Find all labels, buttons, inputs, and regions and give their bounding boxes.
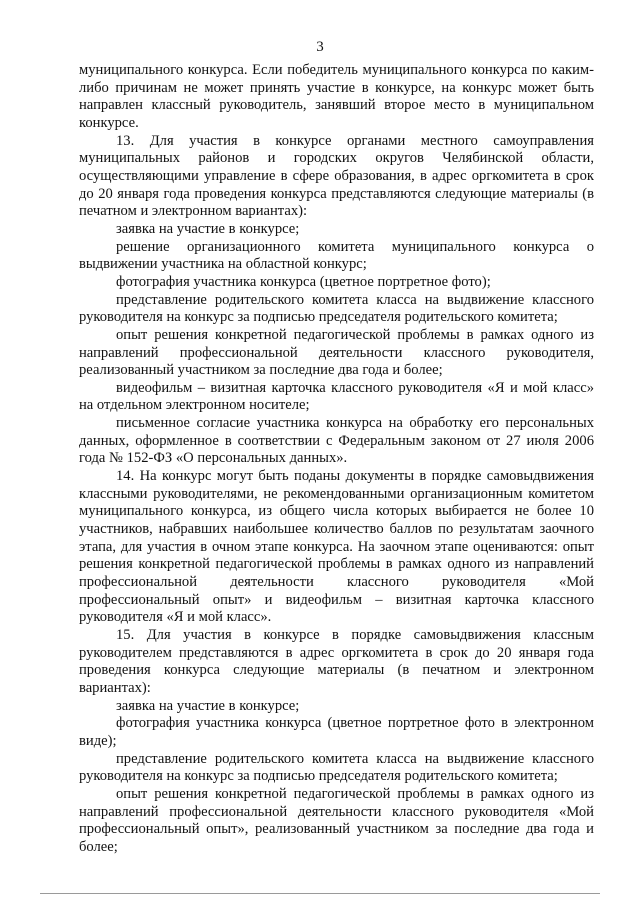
bottom-divider [40,893,600,894]
paragraph-continuation: муниципального конкурса. Если победитель муниципального конкурса по каким-либо причинам не может принять участие в конкурсе, на конкурс может быть направлен классный руководитель, занявший второе место в муниципальном конкурсе. [79,62,594,131]
list-item-application: заявка на участие в конкурсе; [116,697,300,714]
list-item-application: заявка на участие в конкурсе; [116,220,300,237]
list-item-experience: опыт решения конкретной педагогической проблемы в рамках одного из направлений профессиональной деятельности классного руководителя «Мой профессиональный опыт», реализованный участником за последние два года и более; [79,785,594,855]
list-item-consent: письменное согласие участника конкурса на обработку его персональных данных, оформленное в соответствии с Федеральным законом от 27 июля 2006 года № 152-ФЗ «О персональных данных». [79,415,594,467]
document-body [79,62,594,857]
paragraph-clause-13: 13. Для участия в конкурсе органами местного самоуправления муниципальных районов и городских округов Челябинской области, осуществляющими управление в сфере образования, в адрес оргкомитета в срок до 20 января года проведения конкурса представляются следующие материалы (в печатном и электронном вариантах): [79,132,594,220]
list-item-parent-committee: представление родительского комитета класса на выдвижение классного руководителя на конкурс за подписью председателя родительского комитета; [79,750,594,785]
list-item-parent-committee: представление родительского комитета класса на выдвижение классного руководителя на конкурс за подписью председателя родительского комитета; [79,291,594,326]
paragraph-clause-15: 15. Для участия в конкурсе в порядке самовыдвижения классным руководителем представляются в адрес оргкомитета в срок до 20 января года проведения конкурса следующие материалы (в печатном и электронном вариантах): [79,627,594,696]
list-item-experience: опыт решения конкретной педагогической проблемы в рамках одного из направлений профессиональной деятельности классного руководителя, реализованный участником за последние два года и более; [79,326,594,379]
list-item-video: видеофильм – визитная карточка классного руководителя «Я и мой класс» на отдельном электронном носителе; [79,379,594,414]
list-item-committee-decision: решение организационного комитета муниципального конкурса о выдвижении участника на областной конкурс; [79,238,594,273]
paragraph-clause-14: 14. На конкурс могут быть поданы документы в порядке самовыдвижения классными руководителями, не рекомендованными организационным комитетом муниципального конкурса, из общего числа которых выбирается не более 10 участников, набравших наибольшее количество баллов по результатам заочного этапа, для участия в очном этапе конкурса. На заочном этапе оцениваются: опыт решения конкретной педагогической проблемы в рамках одного из направлений профессиональной деятельности классного руководителя «Мой профессиональный опыт» и видеофильм – визитная карточка классного руководителя «Я и мой класс». [79,468,594,626]
list-item-photo: фотография участника конкурса (цветное портретное фото в электронном виде); [79,715,594,749]
page-number: 3 [316,39,324,55]
list-item-photo: фотография участника конкурса (цветное портретное фото); [116,273,491,290]
